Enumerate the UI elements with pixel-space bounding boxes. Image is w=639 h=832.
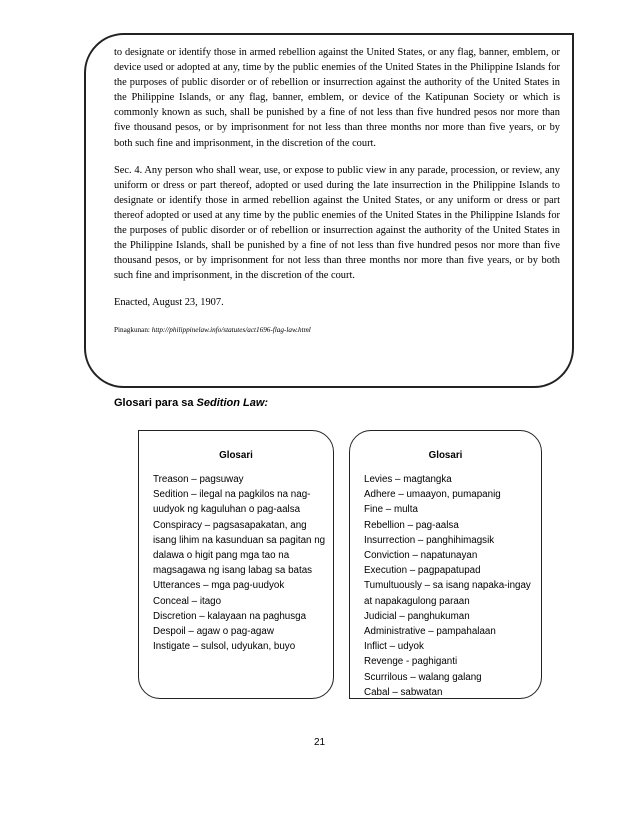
glossary-item: Cabal – sabwatan bbox=[364, 686, 443, 698]
glossary-item: Despoil – agaw o pag-agaw bbox=[153, 626, 274, 638]
glossary-item: Levies – magtangka bbox=[364, 474, 452, 485]
glossary-list-right bbox=[364, 472, 534, 700]
glossary-heading-emphasis: Sedition Law: bbox=[196, 397, 269, 409]
glossary-list-left bbox=[153, 472, 327, 654]
glossary-item: Scurrilous – walang galang bbox=[364, 671, 482, 683]
glossary-item: Execution – pagpapatupad bbox=[364, 565, 481, 577]
glossary-item: Discretion – kalayaan na paghusga bbox=[153, 610, 307, 622]
enacted-date: Enacted, August 23, 1907. bbox=[114, 297, 224, 309]
glossary-item: Conceal – itago bbox=[153, 595, 222, 607]
glossary-item: Adhere – umaayon, pumapanig bbox=[364, 489, 501, 501]
source-url: http://philippinelaw.info/statutes/act1696-flag-law.html bbox=[151, 325, 311, 334]
glossary-item: Rebellion – pag-aalsa bbox=[364, 519, 459, 531]
glossary-heading bbox=[114, 397, 268, 409]
source-label: Pinagkunan: bbox=[114, 325, 152, 334]
glossary-box-left bbox=[138, 430, 334, 699]
glossary-item: Administrative – pampahalaan bbox=[364, 626, 496, 638]
law-text bbox=[114, 45, 560, 347]
glossary-item: Treason – pagsuway bbox=[153, 474, 244, 485]
glossary-item: Sedition – ilegal na pagkilos na nag-uudyok ng kaguluhan o pag-aalsa bbox=[153, 489, 311, 516]
glossary-item: Instigate – sulsol, udyukan, buyo bbox=[153, 641, 296, 653]
law-paragraph-1: to designate or identify those in armed rebellion against the United States, or any flag, banner, emblem, or device used or adopted at any, time by the public enemies of the United States in the Philippine Islands for the purposes of public disorder or of rebellion or insurrection against the authority of the United States in the Philippine Islands, or any flag, banner, emblem, or device of the Katipunan Society or which is commonly known as such, shall be punished by a fine of not less than five hundred pesos nor more than five thousand pesos, or by imprisonment for not less than three months nor more than five years, or by both such fine and imprisonment, in the discretion of the court. bbox=[114, 47, 560, 149]
glossary-item: Utterances – mga pag-uudyok bbox=[153, 580, 285, 592]
glossary-item: Conspiracy – pagsasapakatan, ang isang lihim na kasunduan sa pagitan ng dalawa o higit pang mga tao na magsagawa ng isang labag sa batas bbox=[153, 519, 326, 577]
source-citation bbox=[114, 325, 560, 335]
glossary-item: Conviction – napatunayan bbox=[364, 550, 478, 562]
law-paragraph-sec4: Sec. 4. Any person who shall wear, use, or expose to public view in any parade, procession, or review, any uniform or dress or part thereof, adopted or used during the late insurrection in the Philippine Islands to designate or identify those in armed rebellion against the United States, or any uniform or dress or part thereof adopted or used at any time by the public enemies of the United States in the Philippine Islands for the purposes of public disorder or of rebellion or insurrection against the authority of the United States in the Philippine Islands, shall be punished by a fine of not less than five hundred pesos nor more than five thousand pesos, or by imprisonment for not less than three months nor more than five years, or by both such fine and imprisonment, in the discretion of the court. bbox=[114, 164, 560, 282]
glossary-title-right: Glosari bbox=[428, 450, 463, 461]
page-number: 21 bbox=[313, 737, 326, 748]
glossary-item: Fine – multa bbox=[364, 504, 418, 516]
glossary-title-left: Glosari bbox=[219, 450, 253, 461]
glossary-item: Inflict – udyok bbox=[364, 641, 424, 653]
glossary-item: Tumultuously – sa isang napaka-ingay at napakagulong paraan bbox=[364, 580, 531, 607]
glossary-item: Insurrection – panghihimagsik bbox=[364, 534, 495, 546]
glossary-item: Judicial – panghukuman bbox=[364, 610, 470, 622]
glossary-item: Revenge - paghiganti bbox=[364, 656, 458, 668]
glossary-box-right bbox=[349, 430, 542, 699]
glossary-heading-prefix: Glosari para sa bbox=[114, 397, 197, 409]
